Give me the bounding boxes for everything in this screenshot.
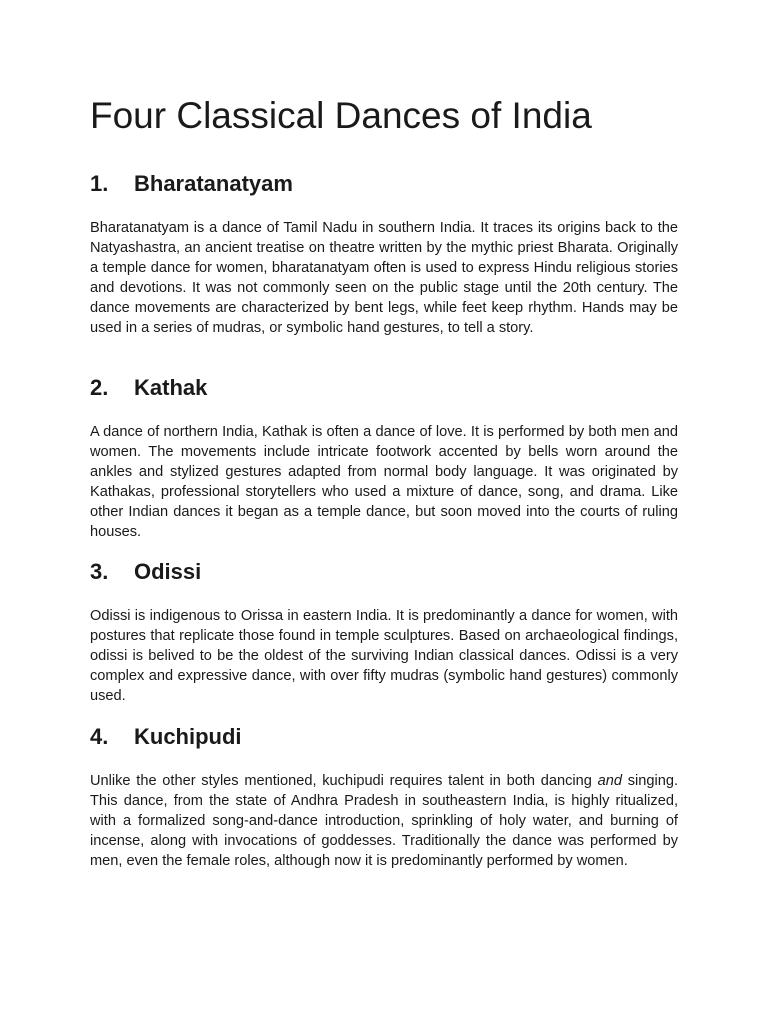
section-title: Kathak: [134, 375, 208, 400]
paragraph-text: singing. This dance, from the state of Andhra Pradesh in southeastern India, is highly ritualized, with a formalized song-and-dance introduction, sprinkling of holy water, and burning of incense, along with invocations of goddesses. Traditionally the dance was performed by men, even the female roles, although now it is predominantly performed by women.: [90, 773, 678, 869]
section-kathak: [90, 374, 678, 542]
section-bharatanatyam: [90, 170, 678, 338]
section-paragraph: Bharatanatyam is a dance of Tamil Nadu in southern India. It traces its origins back to the Natyashastra, an ancient treatise on theatre written by the mythic priest Bharata. Originally a temple dance for women, bharatanatyam often is used to express Hindu religious stories and devotions. It was not commonly seen on the public stage until the 20th century. The dance movements are characterized by bent legs, while feet keep rhythm. Hands may be used in a series of mudras, or symbolic hand gestures, to tell a story.: [90, 220, 678, 336]
document-title: Four Classical Dances of India: [90, 95, 592, 136]
section-number: 2.: [90, 375, 109, 400]
section-heading: [90, 170, 678, 198]
section-paragraph: Odissi is indigenous to Orissa in eastern India. It is predominantly a dance for women, with postures that replicate those found in temple sculptures. Based on archaeological findings, odissi is belived to be the oldest of the surviving Indian classical dances. Odissi is a very complex and expressive dance, with over fifty mudras (symbolic hand gestures) commonly used.: [90, 608, 678, 704]
section-heading: [90, 723, 678, 751]
section-heading: [90, 558, 678, 586]
section-paragraph: A dance of northern India, Kathak is often a dance of love. It is performed by both men and women. The movements include intricate footwork accented by bells worn around the ankles and stylized gestures adapted from normal body language. It was originated by Kathakas, professional storytellers who used a mixture of dance, song, and drama. Like other Indian dances it began as a temple dance, but soon moved into the courts of ruling houses.: [90, 424, 678, 540]
paragraph-text: Unlike the other styles mentioned, kuchipudi requires talent in both dancing: [90, 773, 598, 789]
section-number: 4.: [90, 724, 109, 749]
emphasis-text: and: [597, 773, 622, 789]
section-number: 3.: [90, 559, 109, 584]
section-odissi: [90, 558, 678, 706]
section-kuchipudi: [90, 723, 678, 871]
section-heading: [90, 374, 678, 402]
section-title: Kuchipudi: [134, 724, 242, 749]
section-paragraph: [90, 771, 678, 871]
section-title: Odissi: [134, 559, 202, 584]
section-title: Bharatanatyam: [134, 171, 293, 196]
section-number: 1.: [90, 171, 109, 196]
